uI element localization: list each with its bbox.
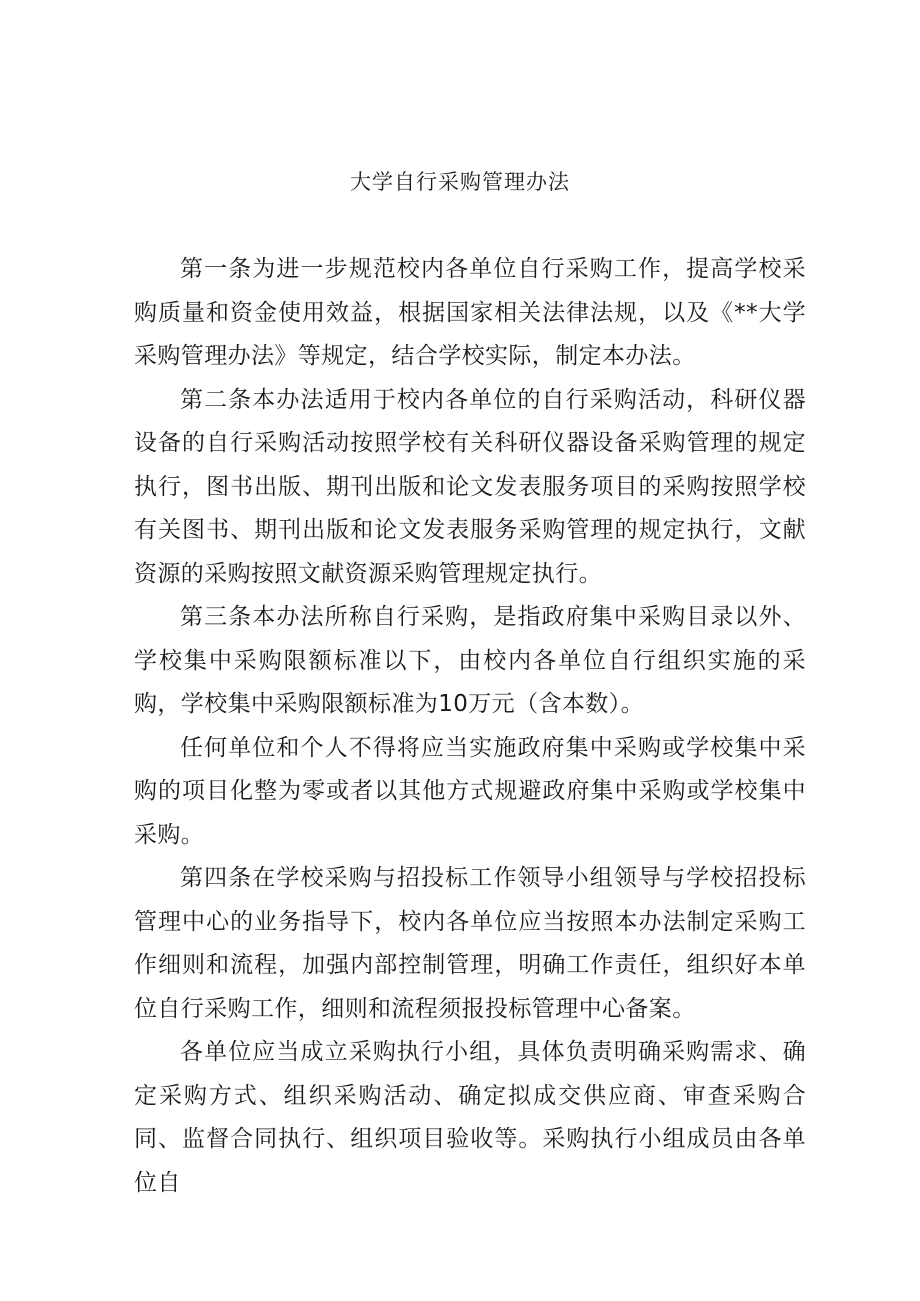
document-title: 大学自行采购管理办法	[350, 170, 570, 194]
paragraph-article-3-clause: 任何单位和个人不得将应当实施政府集中采购或学校集中采购的项目化整为零或者以其他方式规避政府集中采购或学校集中采购。	[134, 734, 806, 848]
paragraph-article-3: 第三条本办法所称自行采购，是指政府集中采购目录以外、学校集中采购限额标准以下，由校内各单位自行组织实施的采购，学校集中采购限额标准为10万元（含本数）。	[134, 604, 806, 717]
paragraph-article-4: 第四条在学校采购与招投标工作领导小组领导与学校招投标管理中心的业务指导下，校内各单位应当按照本办法制定采购工作细则和流程，加强内部控制管理，明确工作责任，组织好本单位自行采购工作，细则和流程须报投标管理中心备案。	[134, 865, 806, 1022]
document-body	[134, 248, 806, 1205]
paragraph-article-4-clause: 各单位应当成立采购执行小组，具体负责明确采购需求、确定采购方式、组织采购活动、确定拟成交供应商、审查采购合同、监督合同执行、组织项目验收等。采购执行小组成员由各单位自	[134, 1039, 806, 1196]
paragraph-article-1: 第一条为进一步规范校内各单位自行采购工作，提高学校采购质量和资金使用效益，根据国家相关法律法规，以及《**大学采购管理办法》等规定，结合学校实际，制定本办法。	[134, 256, 806, 369]
paragraph-article-2: 第二条本办法适用于校内各单位的自行采购活动，科研仪器设备的自行采购活动按照学校有关科研仪器设备采购管理的规定执行，图书出版、期刊出版和论文发表服务项目的采购按照学校有关图书、期刊出版和论文发表服务采购管理的规定执行，文献资源的采购按照文献资源采购管理规定执行。	[134, 386, 806, 587]
